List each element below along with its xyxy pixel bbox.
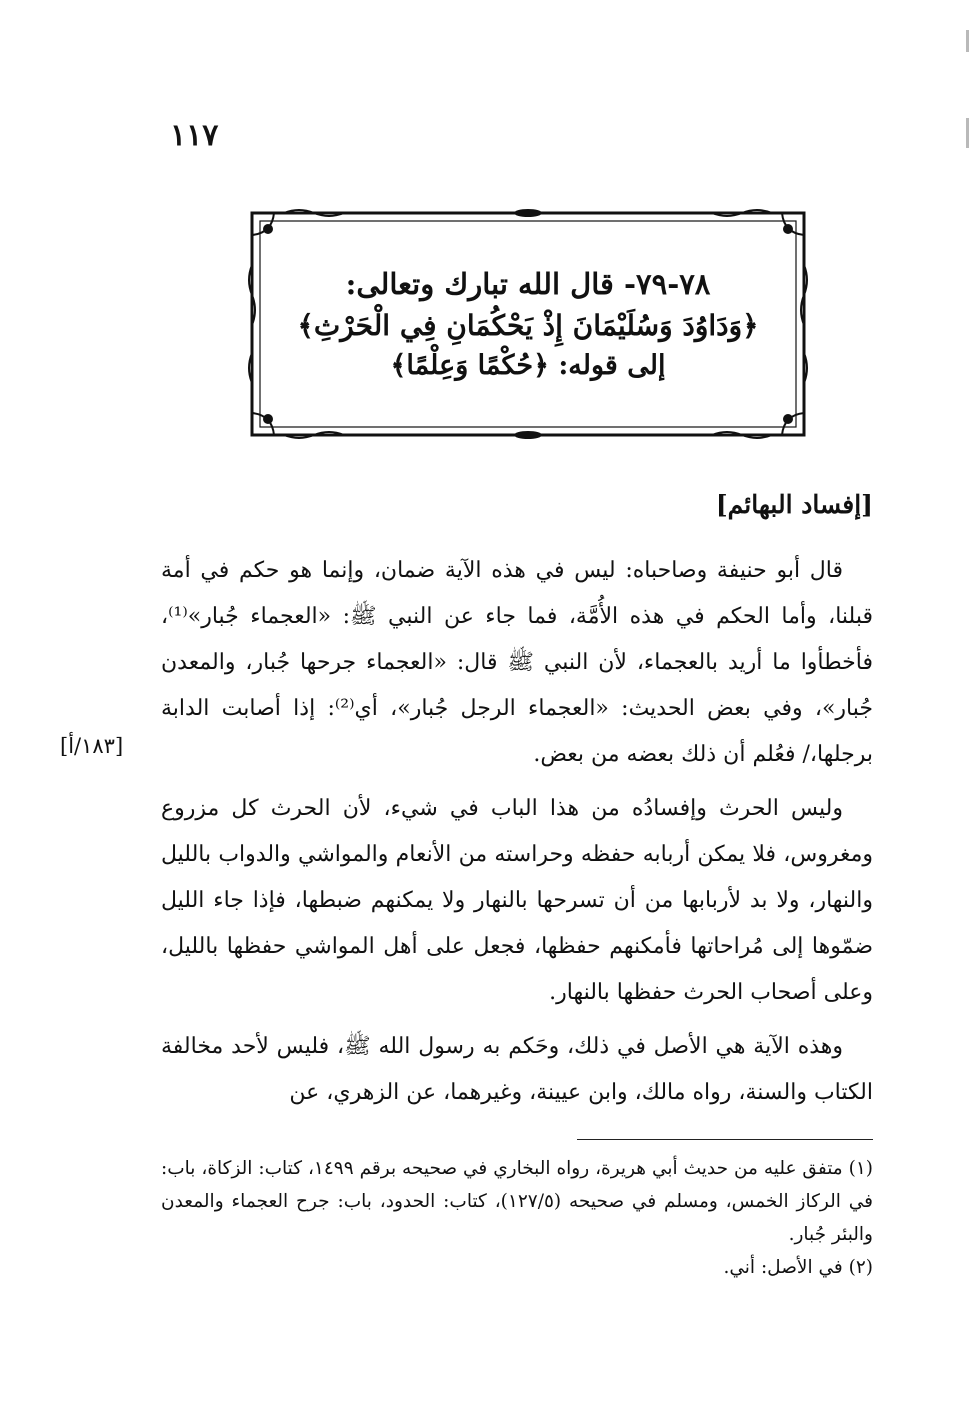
paragraph: وهذه الآية هي الأصل في ذلك، وحَكم به رسول الله ﷺ، فليس لأحد مخالفة الكتاب والسنة، رواه مالك، وابن عيينة، وغيرهما، عن الزهري، عن — [161, 1034, 873, 1105]
section-heading: [إفساد البهائم] — [715, 490, 873, 519]
verse-continuation: إلى قوله: ﴿حُكْمًا وَعِلْمًا﴾ — [390, 350, 666, 381]
quranic-verse: ﴿وَدَاوُدَ وَسُلَيْمَانَ إِذْ يَحْكُمَانِ فِي الْحَرْثِ﴾ — [297, 309, 759, 342]
paragraph: قال أبو حنيفة وصاحباه: ليس في هذه الآية ضمان، وإنما هو حكم في أمة قبلنا، وأما الحكم في هذه الأُمَّة، فما جاء عن النبي ﷺ: «العجماء جُبار»⁽¹⁾، فأخطأوا ما أريد بالعجماء، لأن النبي ﷺ قال: «العجماء جرحها جُبار، والمعدن جُبار»، وفي بعض الحديث: «العجماء الرجل جُبار»، أي⁽²⁾: إذا أصابت الدابة برجلها،/ فعُلم أن ذلك بعضه من بعض. — [161, 558, 873, 767]
footnote: (١) متفق عليه من حديث أبي هريرة، رواه البخاري في صحيحه برقم ١٤٩٩، كتاب: الزكاة، باب: في الركاز الخمس، ومسلم في صحيحه (١٢٧/٥)، كتاب: الحدود، باب: جرح العجماء والمعدن والبئر جُبار. — [161, 1158, 873, 1245]
heading-title: ٧٨-٧٩- قال الله تبارك وتعالى: — [345, 267, 711, 301]
manuscript-folio-reference: [١٨٣/أ] — [60, 734, 124, 758]
footnotes — [161, 1152, 873, 1284]
ornamental-heading-frame — [244, 205, 812, 443]
body-text — [161, 548, 873, 1124]
paragraph: وليس الحرث وإفسادُه من هذا الباب في شيء، لأن الحرث كل مزروع ومغروس، فلا يمكن أربابه حفظه وحراسته من الأنعام والمواشي والدواب بالليل والنهار، ولا بد لأربابها من أن تسرحها بالنهار ولا يمكنهم ضبطها، فإذا جاء الليل ضمّوها إلى مُراحاتها فأمكنهم حفظها، فجعل على أهل المواشي حفظها بالليل، وعلى أصحاب الحرث حفظها بالنهار. — [161, 796, 873, 1005]
page-number: ١١٧ — [170, 118, 219, 153]
footnote-divider — [577, 1139, 873, 1140]
footnote: (٢) في الأصل: أني. — [723, 1257, 873, 1278]
